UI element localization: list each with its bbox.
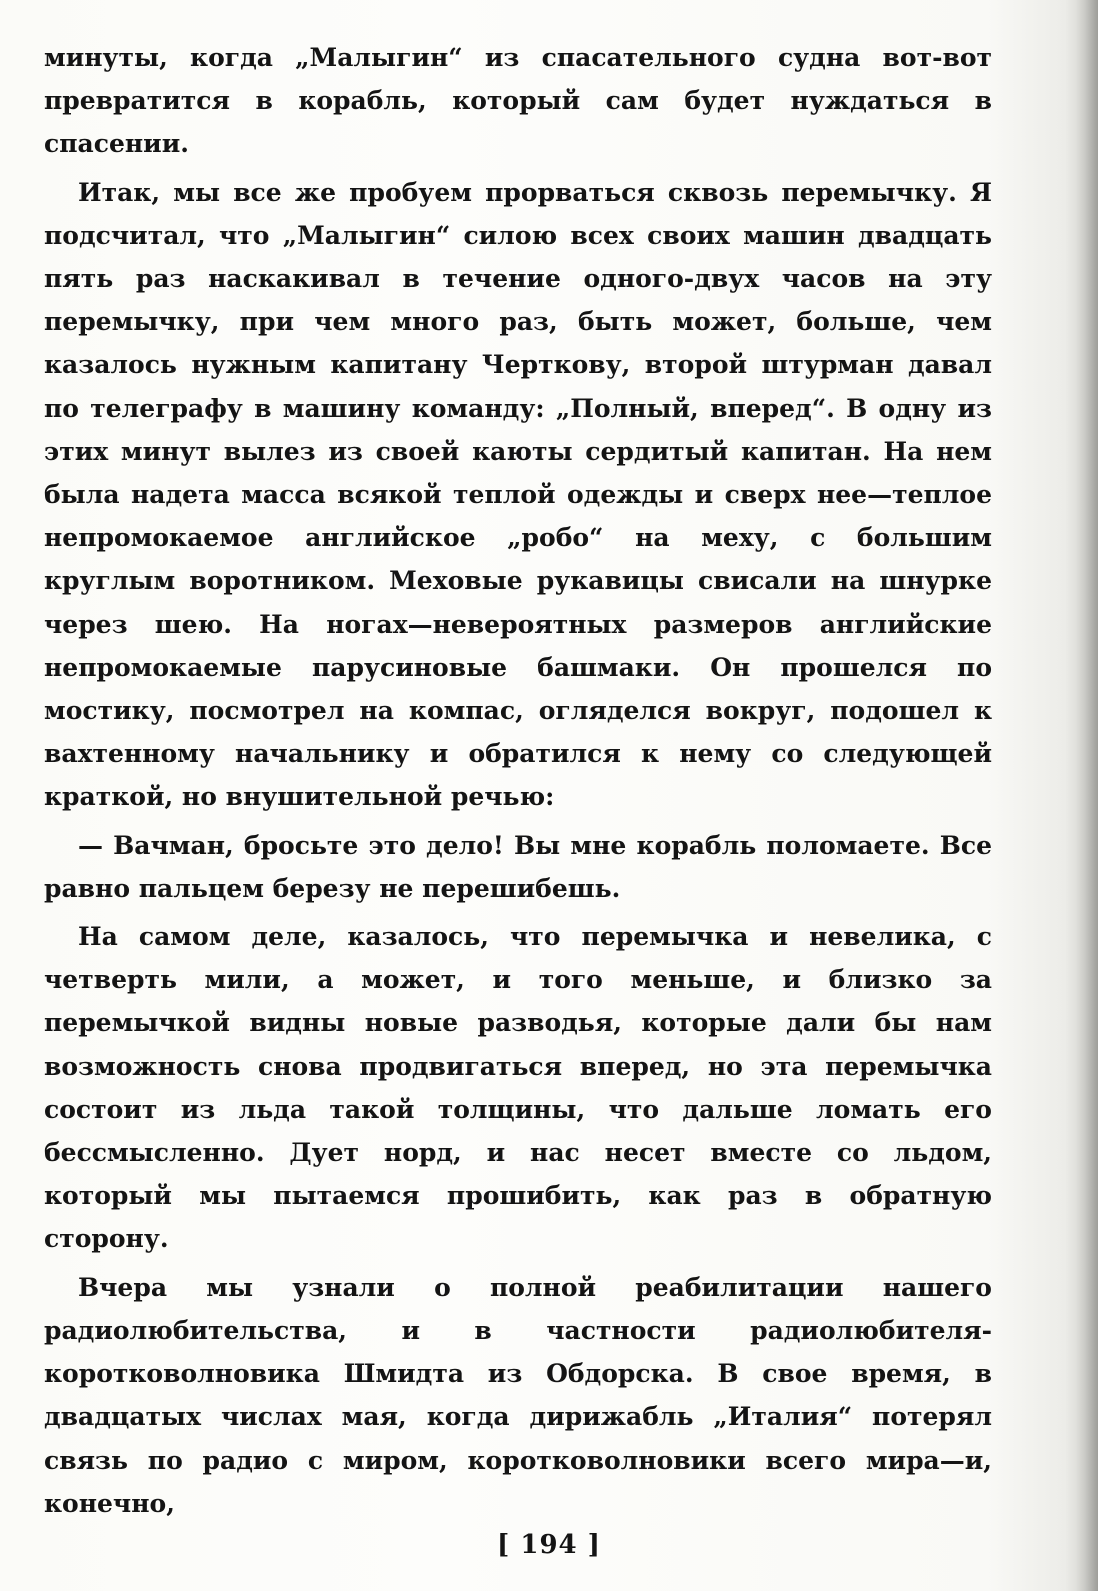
paragraph: Вчера мы узнали о полной реабилитации нашего радиолюбительства, и в частности радиолюбителя-коротковолновика Шмидта из Обдорска. В свое время, в двадцатых числах мая, когда дирижабль „Италия“ потерял связь по радио с миром, коротковолновики всего мира—и, конечно,: [44, 1272, 992, 1518]
page-number: [ 194 ]: [497, 1530, 601, 1560]
paragraph: Итак, мы все же пробуем прорваться сквозь перемычку. Я подсчитал, что „Малыгин“ силою всех своих машин двадцать пять раз наскакивал в течение одного-двух часов на эту перемычку, при чем много раз, быть может, больше, чем казалось нужным капитану Черткову, второй штурман давал по телеграфу в машину команду: „Полный, вперед“. В одну из этих минут вылез из своей каюты сердитый капитан. На нем была надета масса всякой теплой одежды и сверх нее—теплое непромокаемое английское „робо“ на меху, с большим круглым воротником. Меховые рукавицы свисали на шнурке через шею. На ногах—невероятных размеров английские непромокаемые парусиновые башмаки. Он прошелся по мостику, посмотрел на компас, огляделся вокруг, подошел к вахтенному начальнику и обратился к нему со следующей краткой, но внушительной речью:: [44, 177, 992, 812]
body-text: [44, 36, 992, 1530]
paragraph-dialogue: — Вачман, бросьте это дело! Вы мне корабль поломаете. Все равно пальцем березу не перешибешь.: [44, 830, 992, 903]
paragraph: На самом деле, казалось, что перемычка и невелика, с четверть мили, а может, и того меньше, и близко за перемычкой видны новые разводья, которые дали бы нам возможность снова продвигаться вперед, но эта перемычка состоит из льда такой толщины, что дальше ломать его бессмысленно. Дует норд, и нас несет вместе со льдом, который мы пытаемся прошибить, как раз в обратную сторону.: [44, 922, 992, 1254]
page-edge-shadow: [1076, 0, 1098, 1591]
paragraph-continuation: минуты, когда „Малыгин“ из спасательного судна вот-вот превратится в корабль, который сам будет нуждаться в спасении.: [44, 43, 992, 159]
